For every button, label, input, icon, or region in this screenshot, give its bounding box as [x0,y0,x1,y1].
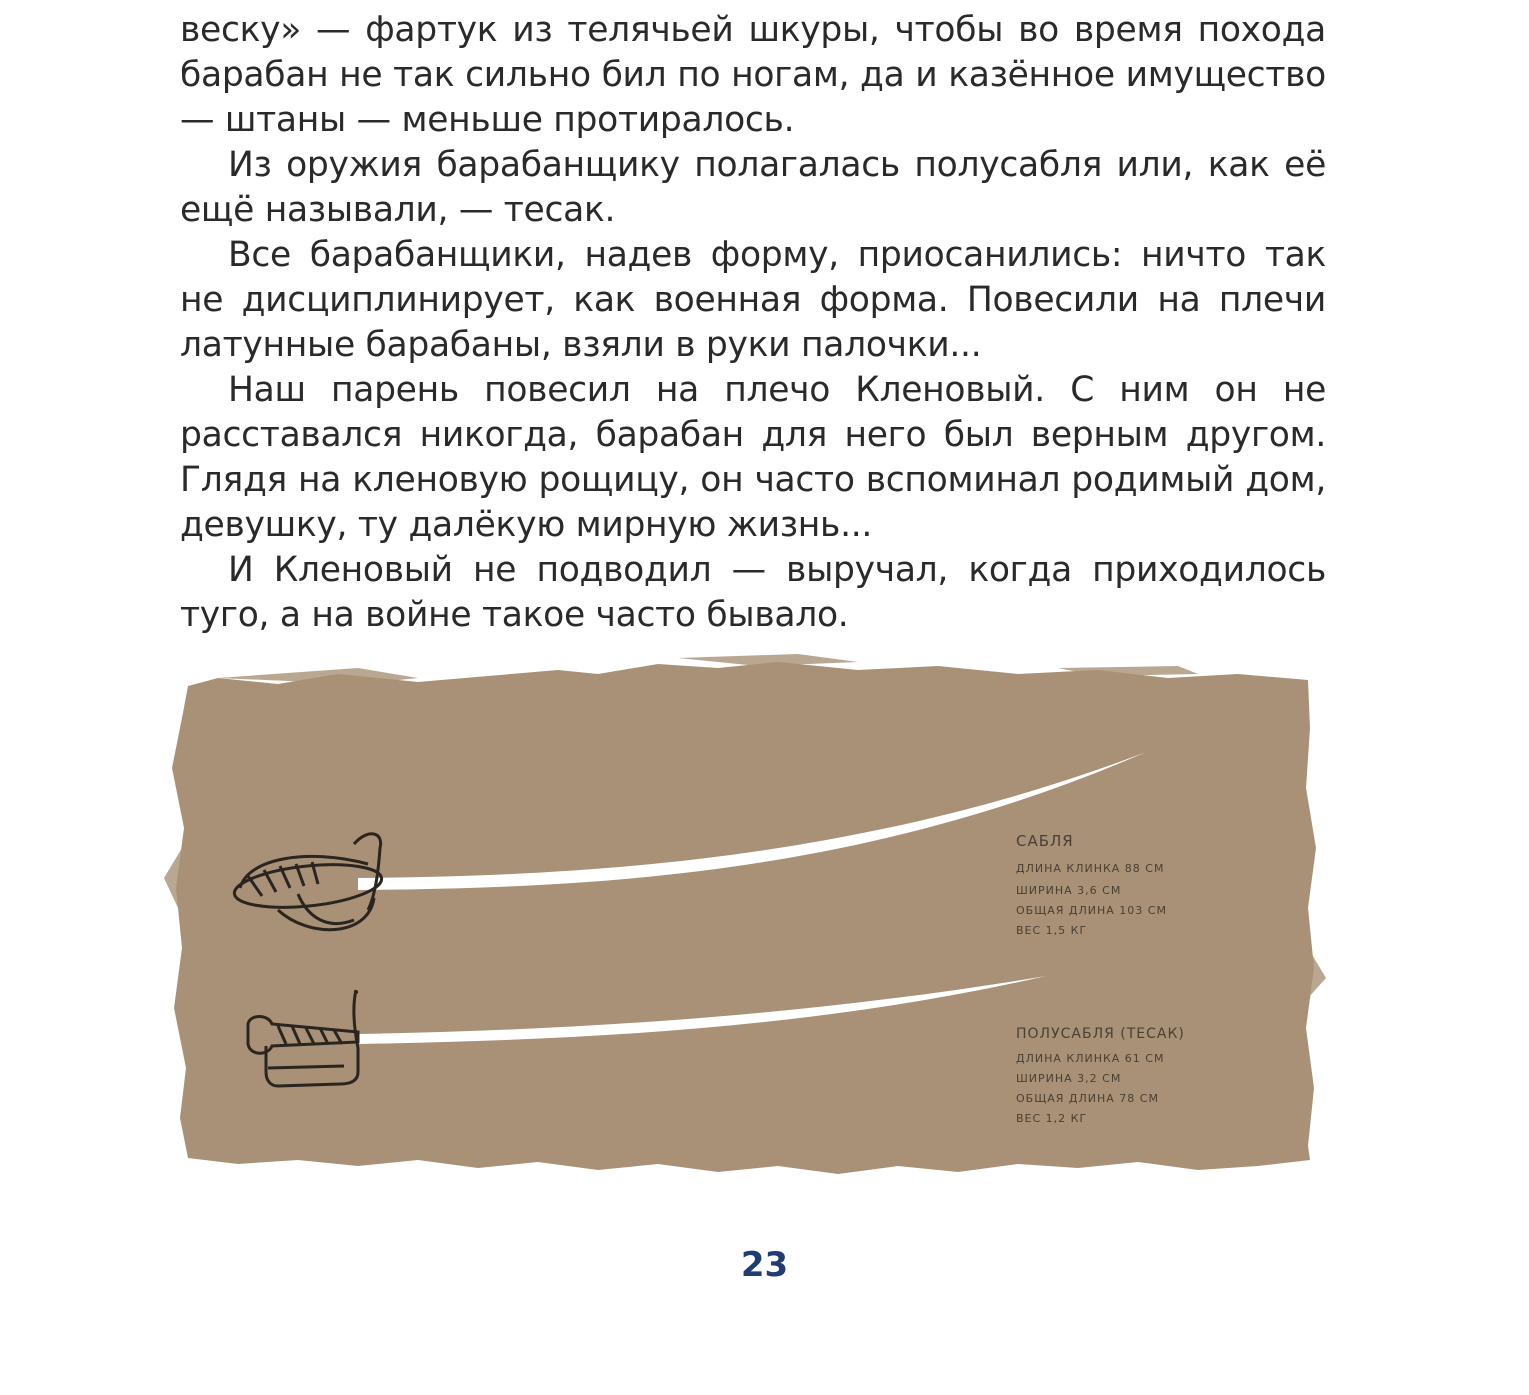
half-sabre-title: ПОЛУСАБЛЯ (ТЕСАК) [1016,1026,1185,1042]
sabre-title: САБЛЯ [1016,832,1074,850]
half-sabre-spec: ОБЩАЯ ДЛИНА 78 СМ [1016,1092,1159,1105]
sabre-spec: ДЛИНА КЛИНКА 88 СМ [1016,862,1165,875]
half-sabre-spec: ВЕС 1,2 КГ [1016,1112,1088,1125]
sabre-spec: ШИРИНА 3,6 СМ [1016,884,1122,897]
sabre-spec: ВЕС 1,5 КГ [1016,924,1088,937]
paragraph: Из оружия барабанщику полагалась полусабля или, как её ещё называли, — тесак. [180,145,1326,230]
paragraph: Наш парень повесил на плечо Кленовый. С ним он не расставался никогда, барабан для него был верным другом. Глядя на кленовую рощицу, он часто вспоминал родимый дом, девушку, ту далёкую мирную жизнь... [180,370,1326,545]
sabre-spec: ОБЩАЯ ДЛИНА 103 СМ [1016,904,1167,917]
paragraph: веску» — фартук из телячьей шкуры, чтобы во время похода барабан не так сильно бил по ногам, да и казённое имущество — штаны — меньше протиралось. [180,10,1326,140]
paragraph: Все барабанщики, надев форму, приосанились: ничто так не дисциплинирует, как военная форма. Повесили на плечи латунные барабаны, взяли в руки палочки... [180,235,1326,365]
half-sabre-spec: ДЛИНА КЛИНКА 61 СМ [1016,1052,1165,1065]
page-number: 23 [740,1245,789,1285]
half-sabre-spec: ШИРИНА 3,2 СМ [1016,1072,1122,1085]
paragraph: И Кленовый не подводил — выручал, когда приходилось туго, а на войне такое часто бывало. [180,550,1326,635]
body-text [180,8,1326,638]
swords-illustration [158,648,1358,1208]
